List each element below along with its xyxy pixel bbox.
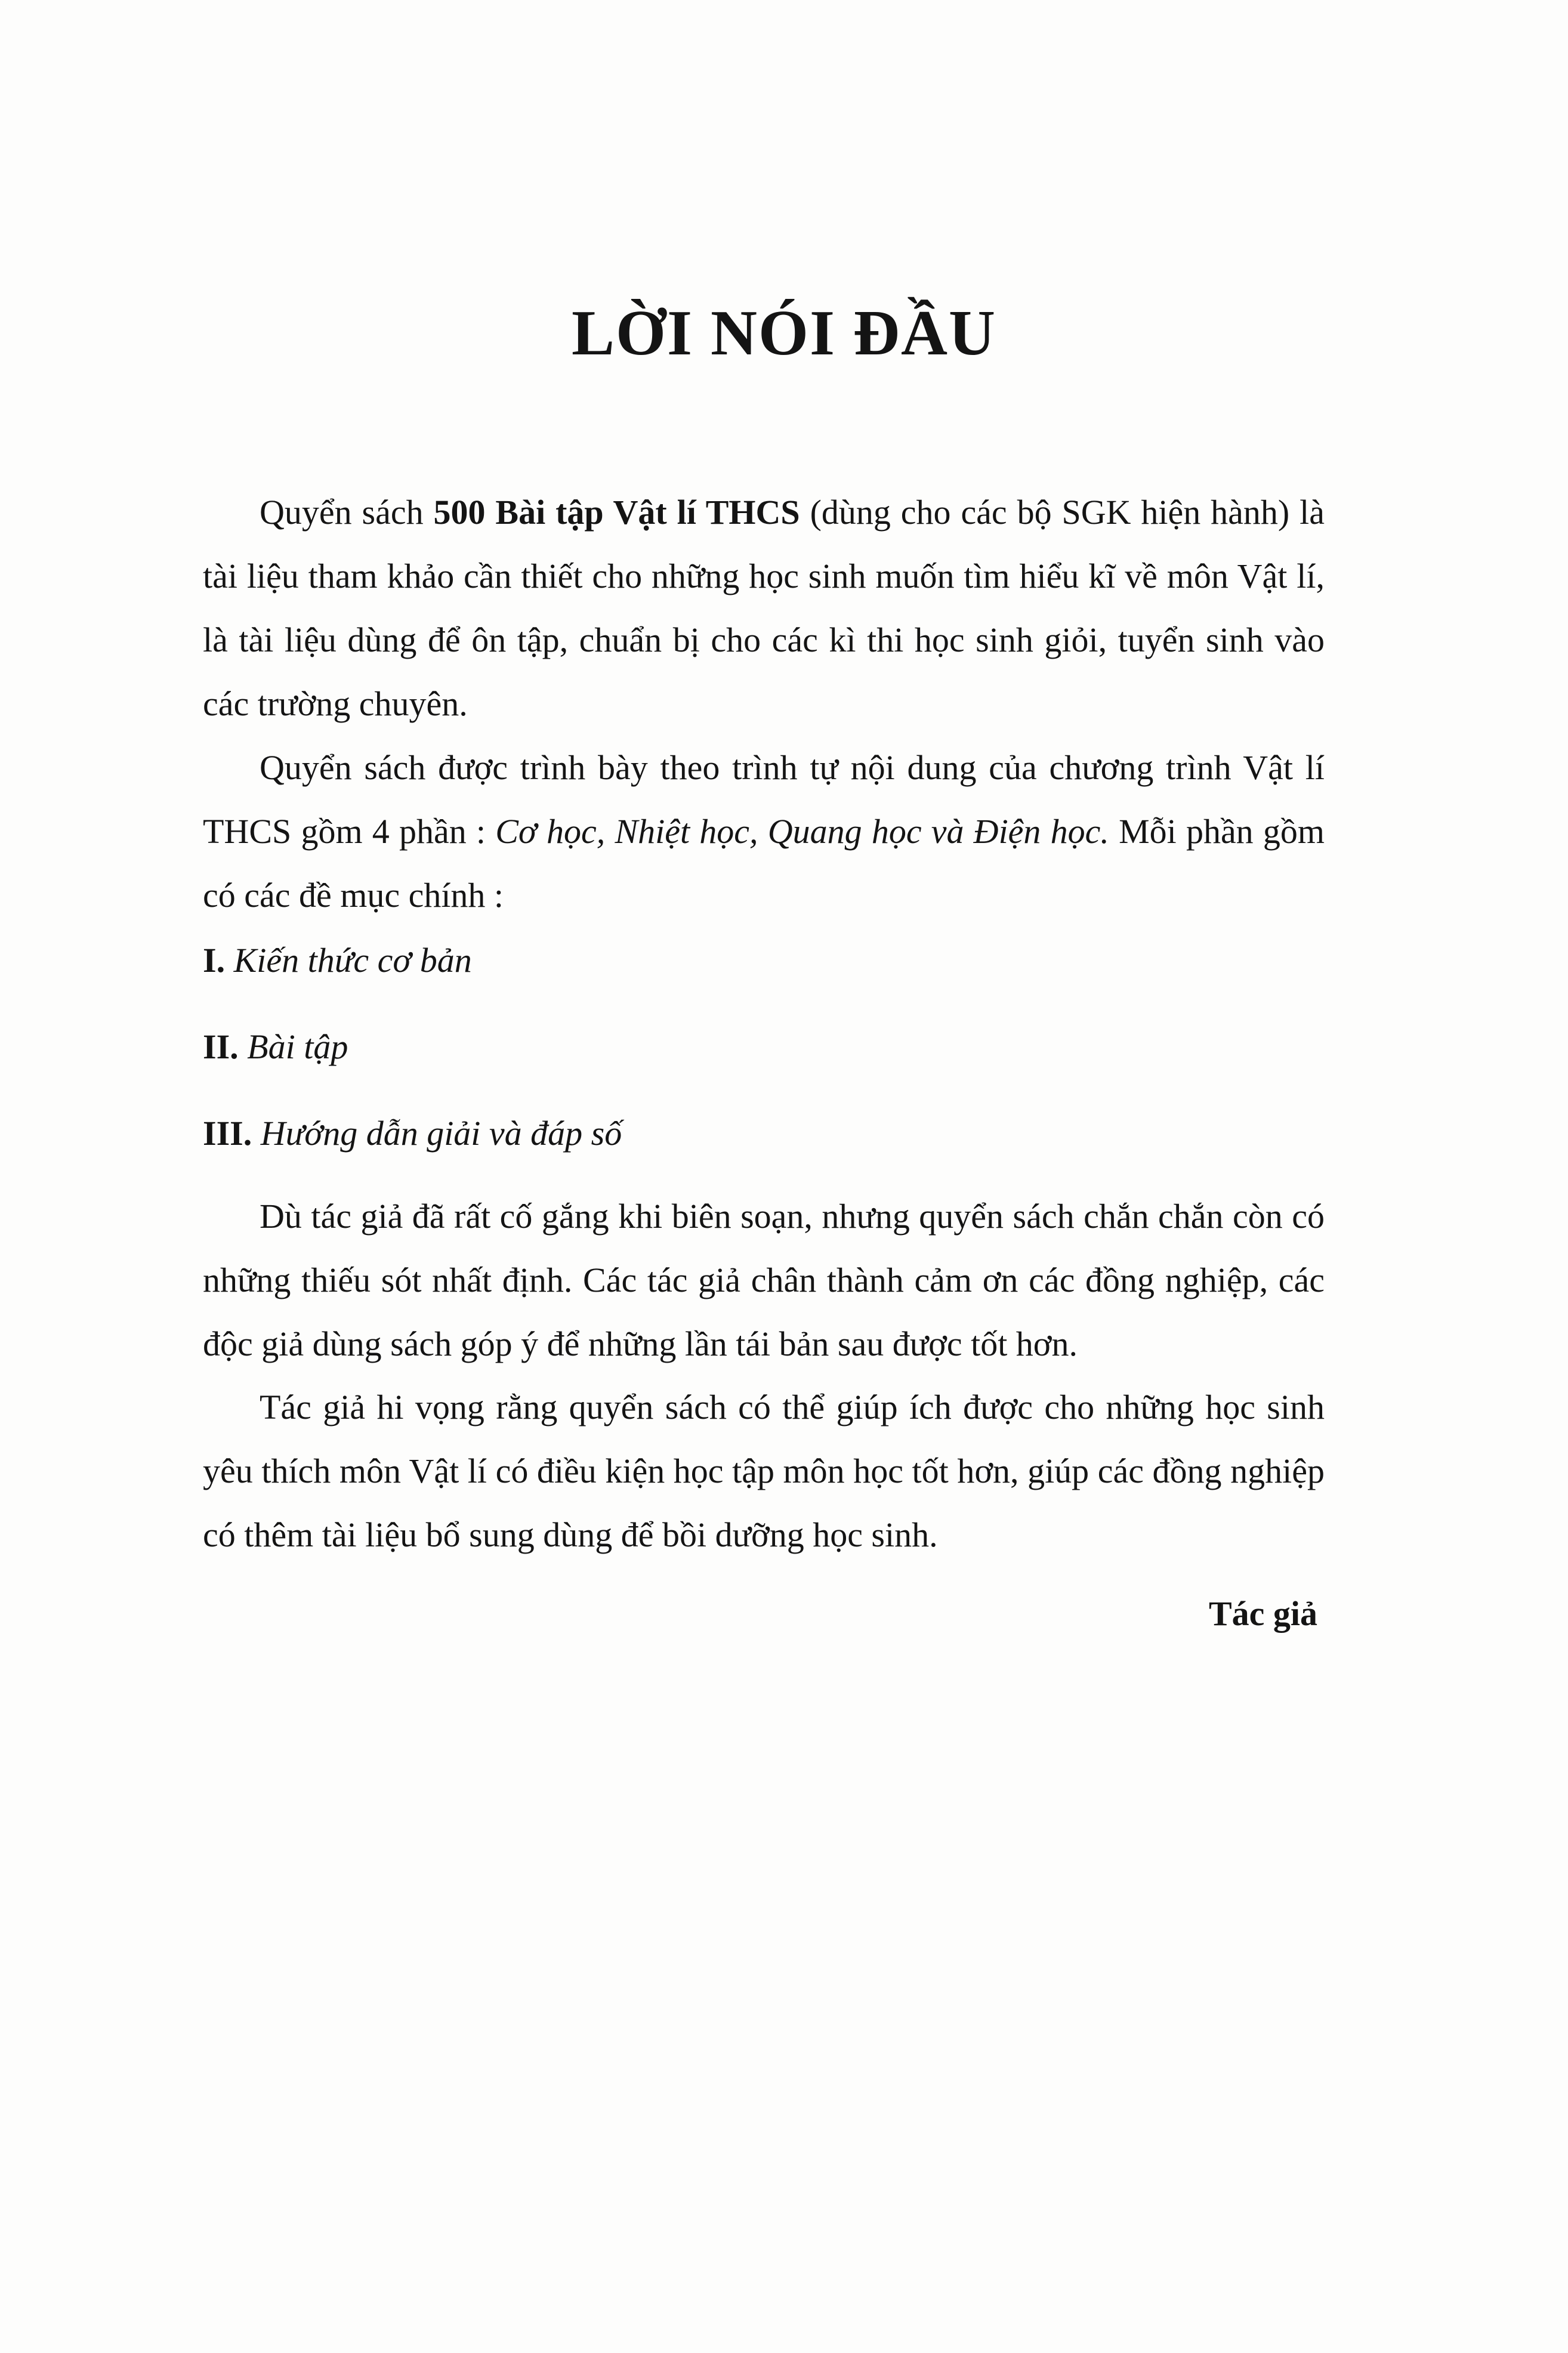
hope-paragraph — [203, 1375, 1325, 1567]
item-label: Hướng dẫn giải và đáp số — [260, 1114, 622, 1153]
structure-text-start: Quyển sách được trình bày theo trình tự nội dung của chương trình Vật lí THCS gồm 4 phần : — [203, 748, 1325, 851]
item-label: Bài tập — [247, 1027, 348, 1066]
list-item — [203, 1026, 348, 1068]
item-numeral: I. — [203, 941, 226, 980]
item-numeral: III. — [203, 1114, 252, 1153]
structure-paragraph — [203, 736, 1325, 927]
parts-list-italic: Cơ học, Nhiệt học, Quang học và Điện học. — [495, 812, 1109, 851]
hope-text: Tác giả hi vọng rằng quyển sách có thể giúp ích được cho những học sinh yêu thích môn Vật lí có điều kiện học tập môn học tốt hơn, giúp các đồng nghiệp có thêm tài liệu bổ sung dùng để bồi dưỡng học sinh. — [203, 1388, 1325, 1554]
author-signature: Tác giả — [1208, 1594, 1317, 1633]
item-numeral: II. — [203, 1027, 239, 1066]
acknowledgement-paragraph — [203, 1184, 1325, 1376]
list-item — [203, 1113, 622, 1154]
structure-text-end: Mỗi phần gồm có các đề mục chính : — [203, 812, 1325, 915]
intro-text-end: (dùng cho các bộ SGK hiện hành) là tài liệu tham khảo cần thiết cho những học sinh muốn tìm hiểu kĩ về môn Vật lí, là tài liệu dùng để ôn tập, chuẩn bị cho các kì thi học sinh giỏi, tuyển sinh vào các trường chuyên. — [203, 493, 1325, 723]
item-label: Kiến thức cơ bản — [233, 941, 472, 980]
intro-paragraph — [203, 480, 1325, 736]
intro-text-start: Quyển sách — [260, 493, 434, 532]
book-title-bold: 500 Bài tập Vật lí THCS — [433, 493, 800, 532]
acknowledgement-text: Dù tác giả đã rất cố gắng khi biên soạn, nhưng quyển sách chắn chắn còn có những thiếu sót nhất định. Các tác giả chân thành cảm ơn các đồng nghiệp, các độc giả dùng sách góp ý để những lần tái bản sau được tốt hơn. — [203, 1197, 1325, 1363]
list-item — [203, 940, 472, 981]
page-title: LỜI NÓI ĐẦU — [571, 298, 997, 369]
